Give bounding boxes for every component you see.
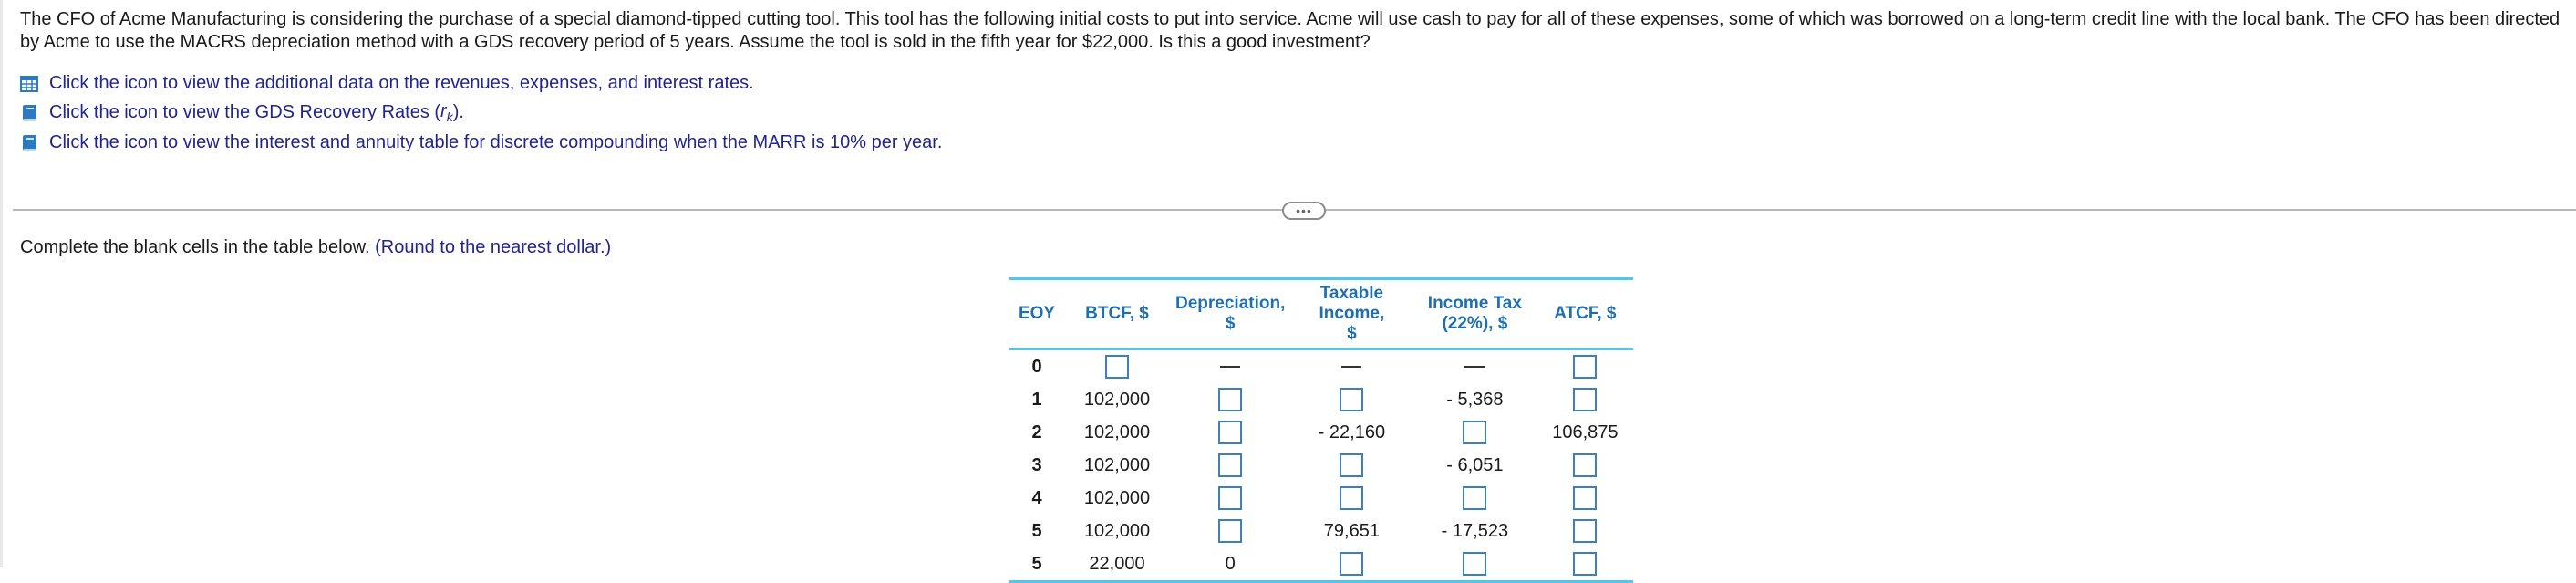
header-depreciation-line1: Depreciation, bbox=[1175, 294, 1286, 313]
header-income-tax bbox=[1412, 279, 1536, 349]
cell-atcf: 106,875 bbox=[1552, 422, 1619, 442]
cell-atcf bbox=[1536, 482, 1633, 515]
cell-depreciation bbox=[1170, 482, 1290, 515]
cell-btcf: 102,000 bbox=[1083, 487, 1151, 508]
cell-atcf bbox=[1536, 383, 1633, 416]
cell-btcf bbox=[1064, 349, 1170, 384]
cell-income-tax: - 6,051 bbox=[1446, 454, 1504, 475]
link-gds-prefix[interactable]: Click the icon to view the GDS Recovery Rates ( bbox=[49, 102, 441, 122]
input-atcf[interactable] bbox=[1573, 486, 1597, 510]
input-taxable-income[interactable] bbox=[1340, 453, 1363, 477]
input-taxable-income[interactable] bbox=[1340, 552, 1363, 576]
cell-eoy: 4 bbox=[1031, 487, 1042, 508]
input-taxable-income[interactable] bbox=[1340, 388, 1363, 411]
input-atcf[interactable] bbox=[1573, 519, 1597, 543]
left-edge-border bbox=[0, 0, 3, 567]
depreciation-table bbox=[1009, 277, 1633, 583]
table-row bbox=[1009, 482, 1633, 515]
cell-eoy: 1 bbox=[1031, 389, 1042, 410]
recovery-rate-r: r bbox=[440, 101, 447, 121]
table-header-row bbox=[1009, 279, 1633, 349]
cell-eoy: 5 bbox=[1031, 553, 1042, 574]
cell-btcf: 102,000 bbox=[1083, 422, 1151, 442]
cell-income-tax-na bbox=[1412, 349, 1536, 384]
input-depreciation[interactable] bbox=[1218, 453, 1242, 477]
recovery-rate-k: k bbox=[446, 109, 453, 124]
table-body bbox=[1009, 349, 1633, 582]
cell-income-tax bbox=[1412, 416, 1536, 449]
cell-btcf: 102,000 bbox=[1083, 389, 1151, 410]
cell-depreciation bbox=[1170, 383, 1290, 416]
input-depreciation[interactable] bbox=[1218, 519, 1242, 543]
rounding-note: (Round to the nearest dollar.) bbox=[375, 237, 612, 257]
input-depreciation[interactable] bbox=[1218, 486, 1242, 510]
cell-eoy: 3 bbox=[1031, 454, 1042, 475]
cell-atcf bbox=[1536, 515, 1633, 547]
cell-taxable-income bbox=[1290, 383, 1412, 416]
input-atcf[interactable] bbox=[1573, 355, 1597, 379]
cell-btcf: 102,000 bbox=[1083, 520, 1151, 541]
instruction-main: Complete the blank cells in the table below. bbox=[20, 237, 370, 257]
link-additional-data[interactable] bbox=[20, 73, 754, 94]
recovery-rate-symbol bbox=[440, 101, 453, 124]
cell-depreciation bbox=[1170, 449, 1290, 482]
input-taxable-income[interactable] bbox=[1340, 486, 1363, 510]
header-income-tax-line2: (22%), $ bbox=[1442, 314, 1508, 333]
input-atcf[interactable] bbox=[1573, 453, 1597, 477]
cell-taxable-income-na bbox=[1290, 349, 1412, 384]
input-income-tax[interactable] bbox=[1463, 552, 1486, 576]
table-row bbox=[1009, 416, 1633, 449]
table-row bbox=[1009, 547, 1633, 582]
input-income-tax[interactable] bbox=[1463, 421, 1486, 444]
header-income-tax-line1: Income Tax bbox=[1427, 294, 1522, 313]
cell-income-tax bbox=[1412, 547, 1536, 582]
table-row bbox=[1009, 449, 1633, 482]
header-atcf: ATCF, $ bbox=[1554, 304, 1617, 323]
cell-taxable-income: - 22,160 bbox=[1318, 422, 1386, 442]
cell-atcf bbox=[1536, 547, 1633, 582]
cell-taxable-income bbox=[1290, 482, 1412, 515]
cell-taxable-income: 79,651 bbox=[1323, 520, 1380, 541]
cell-taxable-income bbox=[1290, 449, 1412, 482]
cell-eoy: 5 bbox=[1031, 520, 1042, 541]
cell-income-tax: - 5,368 bbox=[1446, 389, 1504, 410]
dash-mark bbox=[1464, 366, 1485, 368]
input-atcf[interactable] bbox=[1573, 388, 1597, 411]
link-interest-table-label[interactable]: Click the icon to view the interest and annuity table for discrete compounding when the MARR is 10% per year. bbox=[49, 132, 943, 152]
input-depreciation[interactable] bbox=[1218, 388, 1242, 411]
header-eoy: EOY bbox=[1018, 304, 1056, 323]
cell-btcf: 102,000 bbox=[1083, 454, 1151, 475]
header-depreciation-line2: $ bbox=[1225, 314, 1236, 333]
cell-atcf bbox=[1536, 449, 1633, 482]
input-depreciation[interactable] bbox=[1218, 421, 1242, 444]
input-income-tax[interactable] bbox=[1463, 486, 1486, 510]
book-icon[interactable] bbox=[20, 134, 38, 152]
instruction-text bbox=[20, 237, 611, 258]
header-depreciation bbox=[1170, 279, 1290, 349]
table-row bbox=[1009, 515, 1633, 547]
dash-mark bbox=[1341, 366, 1361, 368]
header-btcf: BTCF, $ bbox=[1085, 304, 1149, 323]
cell-income-tax: - 17,523 bbox=[1441, 520, 1509, 541]
table-row bbox=[1009, 383, 1633, 416]
cell-depreciation bbox=[1170, 515, 1290, 547]
link-gds-suffix[interactable]: ). bbox=[452, 102, 464, 122]
cell-depreciation-na bbox=[1170, 349, 1290, 384]
cell-taxable-income bbox=[1290, 547, 1412, 582]
expand-button[interactable]: ••• bbox=[1282, 202, 1326, 220]
link-interest-table[interactable] bbox=[20, 132, 942, 153]
header-taxable-income-line1: Taxable Income, bbox=[1319, 284, 1385, 323]
dash-mark bbox=[1220, 366, 1240, 368]
link-additional-data-label[interactable]: Click the icon to view the additional data on the revenues, expenses, and interest rates. bbox=[49, 73, 754, 93]
cell-eoy: 2 bbox=[1031, 422, 1042, 442]
cell-income-tax bbox=[1412, 482, 1536, 515]
book-icon[interactable] bbox=[20, 104, 38, 122]
header-taxable-income-line2: $ bbox=[1347, 324, 1357, 343]
table-row bbox=[1009, 349, 1633, 384]
link-gds-rates[interactable] bbox=[20, 101, 464, 124]
input-atcf[interactable] bbox=[1573, 552, 1597, 576]
cell-depreciation: 0 bbox=[1225, 553, 1236, 574]
input-btcf[interactable] bbox=[1105, 355, 1129, 379]
header-taxable-income bbox=[1290, 279, 1412, 349]
cell-atcf bbox=[1536, 349, 1633, 384]
cell-eoy: 0 bbox=[1031, 356, 1042, 377]
problem-statement: The CFO of Acme Manufacturing is considering the purchase of a special diamond-tipped cutting tool. This tool has the following initial costs to put into service. Acme will use cash to pay for all of these expenses, some of which was borrowed on a long-term credit line with the local bank. The CFO has been directed by Acme to use the MACRS depreciation method with a GDS recovery period of 5 years. Assume the tool is sold in the fifth year for $22,000. Is this a good investment? bbox=[20, 9, 2560, 52]
table-icon[interactable] bbox=[20, 75, 38, 93]
cell-depreciation bbox=[1170, 416, 1290, 449]
cell-btcf: 22,000 bbox=[1089, 553, 1145, 574]
